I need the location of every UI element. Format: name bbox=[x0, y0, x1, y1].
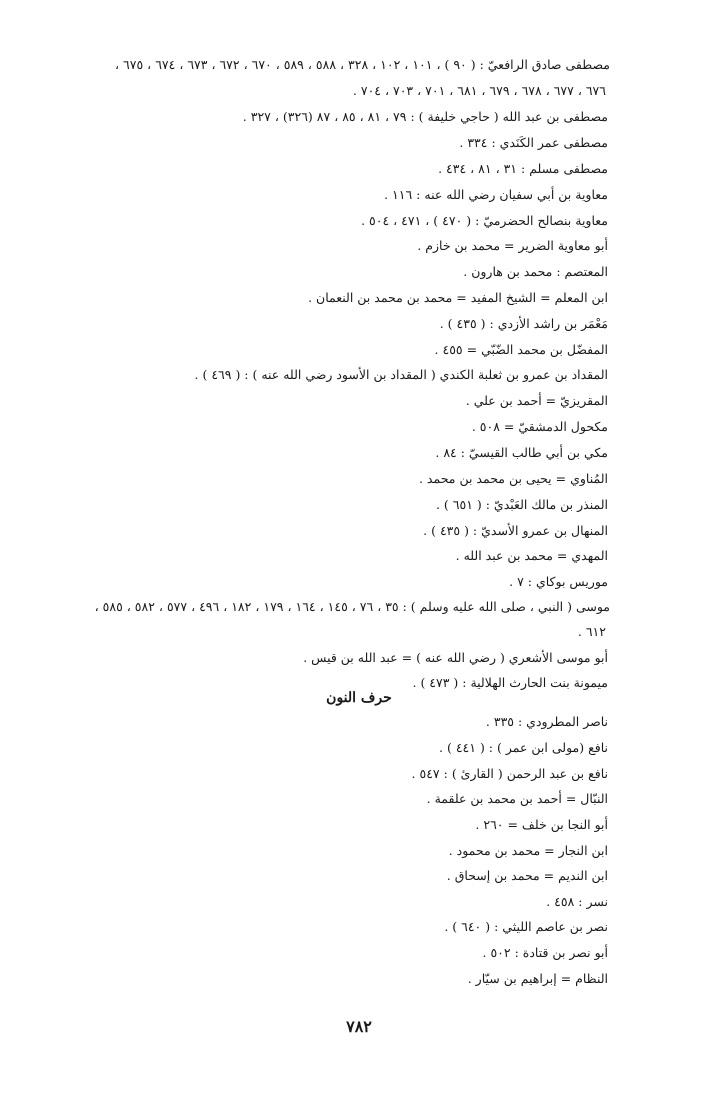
index-entry: ابن النجار = محمد بن محمود . bbox=[448, 843, 608, 858]
index-entry: معاوية بن أبي سفيان رضي الله عنه : ١١٦ . bbox=[384, 187, 608, 202]
index-entry: النبّال = أحمد بن محمد بن علقمة . bbox=[426, 791, 608, 806]
index-entry: المقريزيّ = أحمد بن علي . bbox=[465, 393, 608, 408]
index-entry: نسر : ٤٥٨ . bbox=[546, 894, 608, 909]
index-entry: نافع بن عبد الرحمن ( القارئ ) : ٥٤٧ . bbox=[411, 766, 608, 781]
index-entry: نافع (مولى ابن عمر ) : ( ٤٤١ ) . bbox=[439, 740, 608, 755]
index-entry: ابن النديم = محمد بن إسحاق . bbox=[446, 868, 608, 883]
index-entry: أبو نصر بن قتادة : ٥٠٢ . bbox=[482, 945, 608, 960]
index-entry: أبو النجا بن خلف = ٢٦٠ . bbox=[475, 817, 608, 832]
index-entry: أبو موسى الأشعري ( رضي الله عنه ) = عبد الله بن قيس . bbox=[303, 650, 608, 665]
index-entry: مَعْمَر بن راشد الأزدي : ( ٤٣٥ ) . bbox=[439, 316, 608, 331]
index-entry: موسى ( النبي ، صلى الله عليه وسلم ) : ٣٥ ، ٧٦ ، ١٤٥ ، ١٦٤ ، ١٧٩ ، ١٨٢ ، ٤٩٦ ، ٥٧٧ ، ٥٨٢ ، ٥٨٥ ، bbox=[94, 599, 610, 614]
index-entry: ناصر المطرودي : ٣٣٥ . bbox=[485, 714, 608, 729]
index-entry: مصطفى صادق الرافعيّ : ( ٩٠ ) ، ١٠١ ، ١٠٢ ، ٣٢٨ ، ٥٨٨ ، ٥٨٩ ، ٦٧٠ ، ٦٧٢ ، ٦٧٣ ، ٦٧٤ ، ٦٧٥ ، bbox=[115, 57, 610, 72]
index-entry: ميمونة بنت الحارث الهلالية : ( ٤٧٣ ) . bbox=[412, 675, 608, 690]
index-entry: المعتصم : محمد بن هارون . bbox=[463, 264, 608, 279]
index-entry: مصطفى مسلم : ٣١ ، ٨١ ، ٤٣٤ . bbox=[438, 161, 608, 176]
page-number: ٧٨٢ bbox=[346, 1017, 372, 1036]
index-entry: المفضّل بن محمد الضّبّي = ٤٥٥ . bbox=[434, 342, 608, 357]
index-entry: مكي بن أبي طالب القيسيّ : ٨٤ . bbox=[435, 445, 608, 460]
index-entry: مكحول الدمشقيّ = ٥٠٨ . bbox=[471, 419, 608, 434]
index-entry: المنهال بن عمرو الأسديّ : ( ٤٣٥ ) . bbox=[423, 523, 608, 538]
index-entry: مصطفى عمر الكَنَدي : ٣٣٤ . bbox=[459, 135, 608, 150]
index-entry-continuation: ٦٧٦ ، ٦٧٧ ، ٦٧٨ ، ٦٧٩ ، ٦٨١ ، ٧٠١ ، ٧٠٣ ، ٧٠٤ . bbox=[352, 83, 606, 98]
index-entry: المنذر بن مالك العَبْديّ : ( ٦٥١ ) . bbox=[435, 497, 608, 512]
index-entry: المهدي = محمد بن عبد الله . bbox=[455, 548, 608, 563]
index-entry: المقداد بن عمرو بن ثعلبة الكندي ( المقداد بن الأسود رضي الله عنه ) : ( ٤٦٩ ) . bbox=[194, 367, 608, 382]
index-entry: مصطفى بن عبد الله ( حاجي خليفة ) : ٧٩ ، ٨١ ، ٨٥ ، ٨٧ (٣٢٦) ، ٣٢٧ . bbox=[242, 109, 608, 124]
section-title: حرف النون bbox=[326, 690, 392, 706]
index-entry: المُناوي = يحيى بن محمد بن محمد . bbox=[418, 471, 608, 486]
index-entry: النظام = إبراهيم بن سيّار . bbox=[467, 971, 608, 986]
index-entry-continuation: ٦١٢ . bbox=[577, 624, 606, 639]
index-entry: نصر بن عاصم الليثي : ( ٦٤٠ ) . bbox=[444, 919, 608, 934]
index-entry: معاوية بنصالح الحضرميّ : ( ٤٧٠ ) ، ٤٧١ ، ٥٠٤ . bbox=[361, 213, 608, 228]
index-entry: أبو معاوية الضرير = محمد بن خازم . bbox=[417, 238, 608, 253]
index-entry: ابن المعلم = الشيخ المفيد = محمد بن محمد بن النعمان . bbox=[308, 290, 608, 305]
index-entry: موريس بوكاي : ٧ . bbox=[509, 574, 608, 589]
